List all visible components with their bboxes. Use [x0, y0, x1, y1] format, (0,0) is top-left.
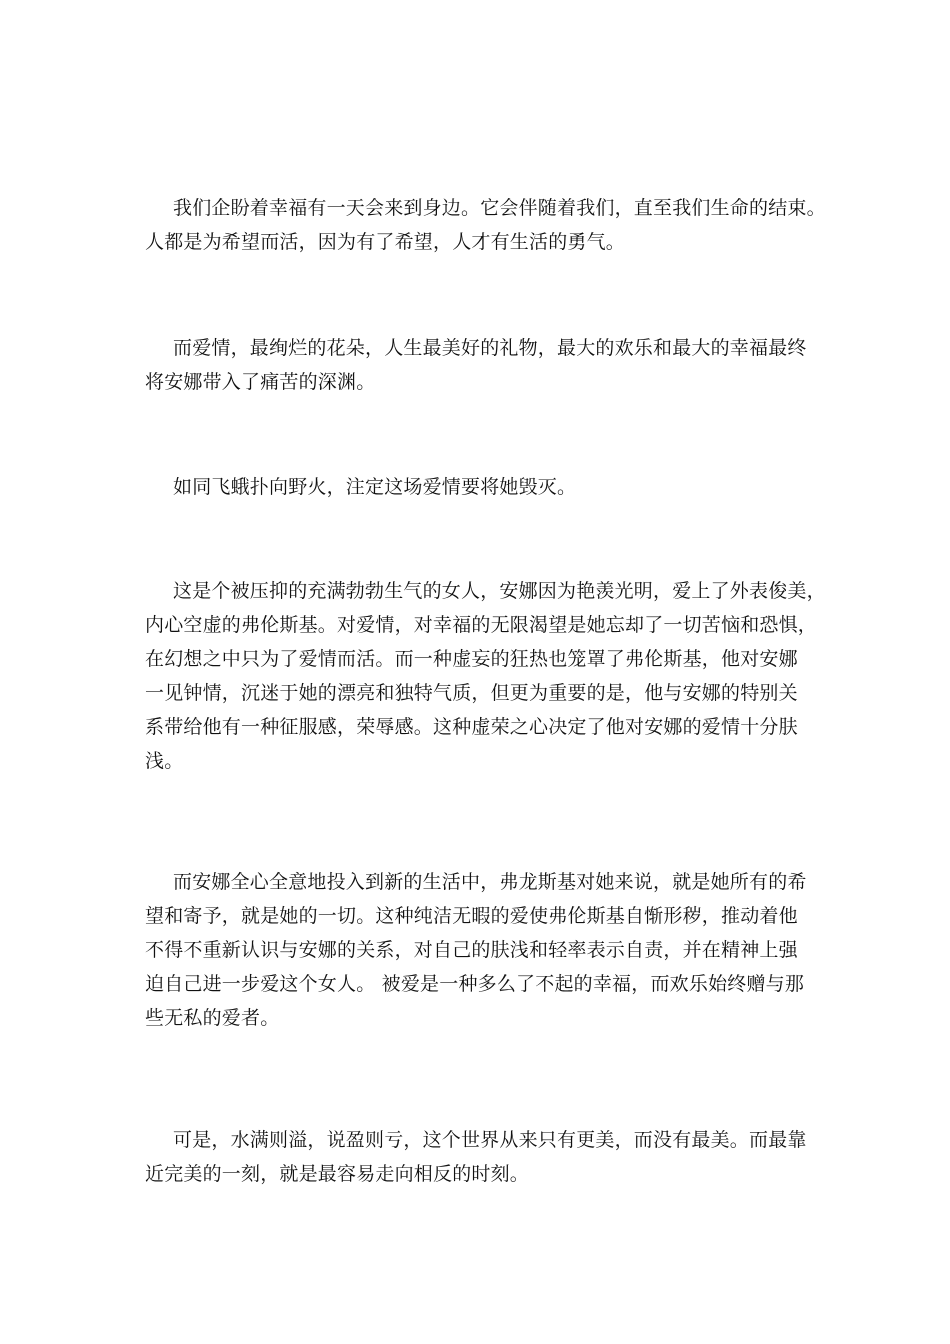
paragraph-line: 浅。 — [145, 750, 184, 772]
paragraph-line: 人都是为希望而活，因为有了希望，人才有生活的勇气。 — [145, 231, 626, 253]
paragraph-line: 不得不重新认识与安娜的关系，对自己的肤浅和轻率表示自责，并在精神上强 — [145, 939, 798, 961]
paragraph-line: 内心空虚的弗伦斯基。对爱情，对幸福的无限渴望是她忘却了一切苦恼和恐惧， — [145, 614, 818, 636]
paragraph-line: 些无私的爱者。 — [145, 1007, 280, 1029]
paragraph-line: 这是个被压抑的充满勃勃生气的女人，安娜因为艳羡光明，爱上了外表俊美， — [173, 580, 826, 602]
paragraph — [145, 331, 825, 399]
paragraph — [145, 865, 825, 1035]
paragraph — [145, 470, 825, 504]
paragraph-line: 一见钟情，沉迷于她的漂亮和独特气质，但更为重要的是，他与安娜的特别关 — [145, 682, 798, 704]
paragraph — [145, 574, 825, 778]
paragraph-line: 而安娜全心全意地投入到新的生活中，弗龙斯基对她来说，就是她所有的希 — [173, 871, 807, 893]
paragraph — [145, 1123, 825, 1191]
paragraph-line: 在幻想之中只为了爱情而活。而一种虚妄的狂热也笼罩了弗伦斯基，他对安娜 — [145, 648, 798, 670]
paragraph-line: 迫自己进一步爱这个女人。 被爱是一种多么了不起的幸福，而欢乐始终赠与那 — [145, 973, 805, 995]
paragraph-line: 近完美的一刻，就是最容易走向相反的时刻。 — [145, 1163, 530, 1185]
paragraph-line: 如同飞蛾扑向野火，注定这场爱情要将她毁灭。 — [173, 476, 577, 498]
paragraph-line: 而爱情，最绚烂的花朵，人生最美好的礼物，最大的欢乐和最大的幸福最终 — [173, 337, 807, 359]
paragraph-line: 我们企盼着幸福有一天会来到身边。它会伴随着我们，直至我们生命的结束。 — [173, 197, 826, 219]
paragraph-line: 将安娜带入了痛苦的深渊。 — [145, 371, 376, 393]
paragraph-line: 系带给他有一种征服感，荣辱感。这种虚荣之心决定了他对安娜的爱情十分肤 — [145, 716, 798, 738]
paragraph — [145, 191, 825, 259]
paragraph-line: 可是，水满则溢，说盈则亏，这个世界从来只有更美，而没有最美。而最靠 — [173, 1129, 807, 1151]
paragraph-line: 望和寄予，就是她的一切。这种纯洁无暇的爱使弗伦斯基自惭形秽，推动着他 — [145, 905, 798, 927]
